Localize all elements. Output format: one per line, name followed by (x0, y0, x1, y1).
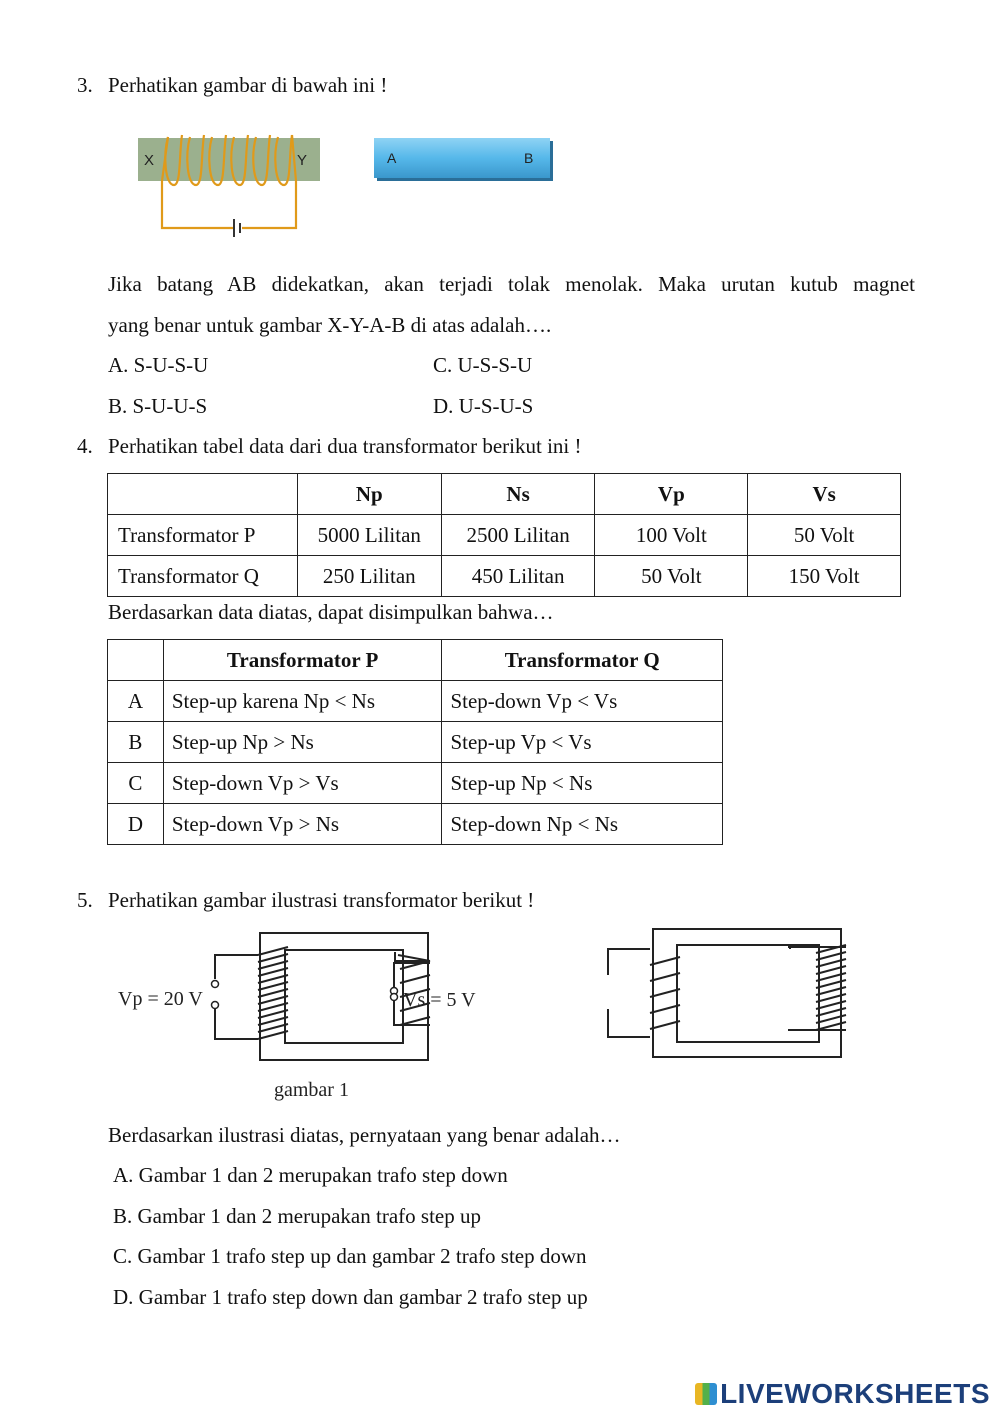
table-cell: Step-down Vp < Vs (442, 681, 723, 722)
battery-icon (234, 219, 240, 237)
label-a: A (387, 150, 397, 166)
question-4-number: 4. (77, 434, 93, 458)
option-letter: A (108, 681, 164, 722)
table-cell: Transformator Q (108, 556, 298, 597)
table-row (108, 681, 723, 722)
header-cell (108, 474, 298, 515)
header-cell: Transformator Q (442, 640, 723, 681)
option-letter: D (108, 804, 164, 845)
table-row (108, 804, 723, 845)
table-cell: 450 Lilitan (441, 556, 595, 597)
table-cell: Step-up karena Np < Ns (163, 681, 442, 722)
table-cell: Step-up Np < Ns (442, 763, 723, 804)
option-b: B. S-U-U-S (108, 394, 208, 418)
header-cell: Np (297, 474, 441, 515)
table-cell: Transformator P (108, 515, 298, 556)
option-c: C. Gambar 1 trafo step up dan gambar 2 trafo step down (113, 1244, 587, 1268)
transformer-figure-2 (608, 929, 846, 1057)
primary-coil-icon (258, 947, 288, 1039)
liveworksheets-brand: LIVEWORKSHEETS (720, 1378, 990, 1409)
question-3-text-line-2: yang benar untuk gambar X-Y-A-B di atas adalah…. (108, 313, 552, 337)
liveworksheets-logo (695, 1378, 990, 1410)
question-5-prompt: Perhatikan gambar ilustrasi transformator berikut ! (108, 888, 535, 912)
header-cell: Vs (748, 474, 901, 515)
header-cell: Ns (441, 474, 595, 515)
figure-1-caption: gambar 1 (274, 1079, 349, 1101)
question-5-statement-prompt: Berdasarkan ilustrasi diatas, pernyataan yang benar adalah… (108, 1123, 621, 1147)
label-x: X (144, 152, 155, 169)
header-cell: Transformator P (163, 640, 442, 681)
question-3-text-line-1: Jika batang AB didekatkan, akan terjadi tolak menolak. Maka urutan kutub magnet (108, 272, 915, 296)
question-4-conclusion-prompt: Berdasarkan data diatas, dapat disimpulkan bahwa… (108, 600, 554, 624)
answer-option-table (107, 639, 723, 845)
option-d: D. U-S-U-S (433, 394, 534, 418)
table-cell: Step-down Np < Ns (442, 804, 723, 845)
table-cell: 100 Volt (595, 515, 748, 556)
header-cell: Vp (595, 474, 748, 515)
electromagnet-figure (130, 125, 570, 245)
transformer-data-table (107, 473, 901, 597)
table-row (108, 556, 901, 597)
option-letter: C (108, 763, 164, 804)
primary-coil-icon (650, 957, 680, 1029)
table-cell: Step-down Vp > Vs (163, 763, 442, 804)
transformer-illustrations (100, 925, 920, 1110)
table-cell: 50 Volt (595, 556, 748, 597)
option-b: B. Gambar 1 dan 2 merupakan trafo step up (113, 1204, 481, 1228)
table-row (108, 763, 723, 804)
liveworksheets-logo-icon (695, 1383, 717, 1405)
option-a: A. Gambar 1 dan 2 merupakan trafo step down (113, 1163, 508, 1187)
option-c: C. U-S-S-U (433, 353, 533, 377)
table-header-row (108, 640, 723, 681)
table-cell: 250 Lilitan (297, 556, 441, 597)
figure-1-vs: Vs = 5 V (403, 989, 476, 1011)
option-a: A. S-U-S-U (108, 353, 209, 377)
figure-1-vp: Vp = 20 V (118, 988, 203, 1010)
table-row (108, 515, 901, 556)
table-cell: Step-up Vp < Vs (442, 722, 723, 763)
header-cell (108, 640, 164, 681)
label-b: B (524, 150, 534, 166)
table-row (108, 722, 723, 763)
table-cell: Step-down Vp > Ns (163, 804, 442, 845)
table-cell: Step-up Np > Ns (163, 722, 442, 763)
table-cell: 150 Volt (748, 556, 901, 597)
option-letter: B (108, 722, 164, 763)
label-y: Y (297, 152, 308, 169)
table-cell: 5000 Lilitan (297, 515, 441, 556)
table-cell: 50 Volt (748, 515, 901, 556)
question-number: 3. (77, 73, 93, 97)
table-cell: 2500 Lilitan (441, 515, 595, 556)
option-d: D. Gambar 1 trafo step down dan gambar 2 trafo step up (113, 1285, 588, 1309)
question-3-prompt: Perhatikan gambar di bawah ini ! (108, 73, 388, 97)
question-4-prompt: Perhatikan tabel data dari dua transformator berikut ini ! (108, 434, 582, 458)
question-5-number: 5. (77, 888, 93, 912)
table-header-row (108, 474, 901, 515)
question-3 (77, 73, 93, 98)
